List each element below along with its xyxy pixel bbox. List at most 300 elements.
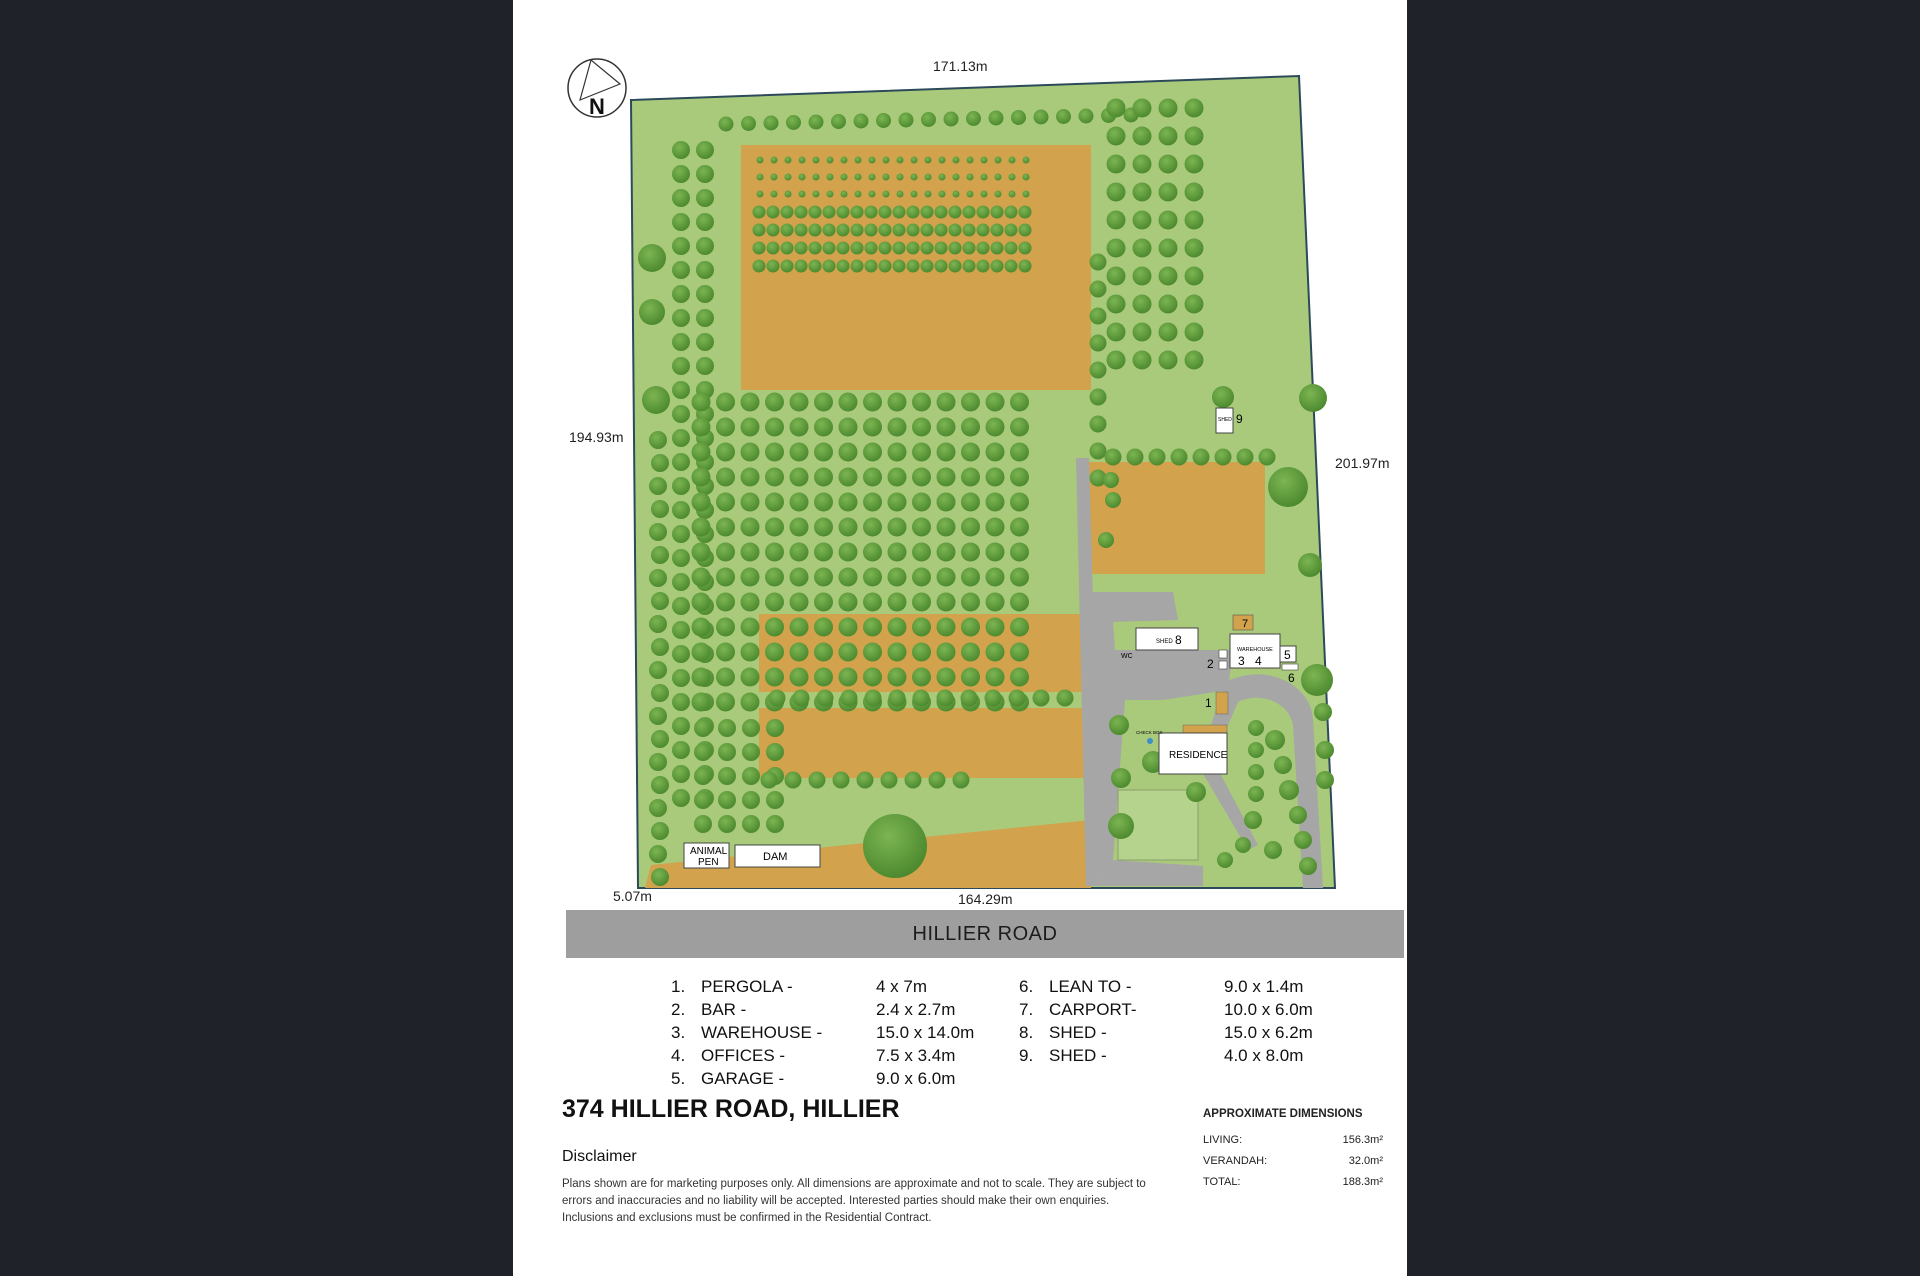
- tree-icon: [692, 618, 711, 637]
- tree-icon: [937, 593, 956, 612]
- tree-icon: [841, 174, 848, 181]
- tree-icon: [839, 443, 858, 462]
- tree-icon: [963, 224, 976, 237]
- tree-icon: [716, 543, 735, 562]
- tree-icon: [1033, 690, 1050, 707]
- tree-icon: [1107, 295, 1126, 314]
- tree-icon: [741, 518, 760, 537]
- shed-8-label: SHED: [1156, 639, 1173, 645]
- tree-icon: [809, 242, 822, 255]
- tree-icon: [1133, 155, 1152, 174]
- tree-icon: [888, 518, 907, 537]
- tree-icon: [694, 743, 712, 761]
- tree-icon: [1105, 492, 1121, 508]
- tree-icon: [741, 643, 760, 662]
- tree-icon: [1107, 183, 1126, 202]
- tree-icon: [781, 242, 794, 255]
- tree-icon: [953, 157, 960, 164]
- tree-icon: [1090, 281, 1107, 298]
- tree-icon: [672, 693, 690, 711]
- tree-icon: [793, 690, 810, 707]
- tree-icon: [696, 309, 714, 327]
- lean-to-number-6: 6: [1288, 671, 1295, 685]
- tree-icon: [1159, 127, 1178, 146]
- tree-icon: [961, 618, 980, 637]
- legend-row: [671, 975, 974, 998]
- tree-icon: [761, 772, 778, 789]
- site-plan-map: [513, 0, 1407, 910]
- tree-icon: [790, 568, 809, 587]
- tree-icon: [912, 418, 931, 437]
- tree-icon: [767, 242, 780, 255]
- tree-icon: [651, 500, 669, 518]
- tree-icon: [651, 546, 669, 564]
- shed-8-number: 8: [1175, 633, 1182, 647]
- legend-size: 10.0 x 6.0m: [1224, 1000, 1313, 1019]
- dimension-right: 201.97m: [1335, 455, 1390, 471]
- tree-icon: [986, 468, 1005, 487]
- tree-icon: [851, 224, 864, 237]
- tree-icon: [790, 493, 809, 512]
- tree-icon: [1185, 295, 1204, 314]
- tree-icon: [1185, 239, 1204, 258]
- legend-row: [671, 1021, 974, 1044]
- approx-title: APPROXIMATE DIMENSIONS: [1203, 1108, 1363, 1120]
- tree-icon: [1079, 109, 1094, 124]
- tree-icon: [769, 690, 786, 707]
- tree-icon: [742, 791, 760, 809]
- tree-icon: [766, 719, 784, 737]
- tree-icon: [694, 791, 712, 809]
- tree-icon: [813, 157, 820, 164]
- tree-icon: [953, 174, 960, 181]
- tree-icon: [765, 493, 784, 512]
- tree-icon: [991, 224, 1004, 237]
- tree-icon: [672, 261, 690, 279]
- approx-row: [1203, 1172, 1383, 1193]
- tree-icon: [961, 443, 980, 462]
- bar-2b: [1219, 661, 1227, 669]
- tree-icon: [672, 309, 690, 327]
- tree-icon: [863, 814, 927, 878]
- tree-icon: [986, 418, 1005, 437]
- tree-icon: [1274, 756, 1292, 774]
- tree-icon: [1299, 384, 1327, 412]
- tree-icon: [716, 443, 735, 462]
- legend-num: 3.: [671, 1023, 686, 1042]
- animal-pen-label-1: ANIMAL: [690, 846, 728, 857]
- tree-icon: [961, 468, 980, 487]
- tree-icon: [1159, 211, 1178, 230]
- tree-icon: [742, 815, 760, 833]
- tree-icon: [649, 523, 667, 541]
- tree-icon: [966, 111, 981, 126]
- tree-icon: [939, 191, 946, 198]
- tree-icon: [814, 443, 833, 462]
- tree-icon: [642, 386, 670, 414]
- tree-icon: [672, 645, 690, 663]
- tree-icon: [1010, 618, 1029, 637]
- tree-icon: [963, 260, 976, 273]
- tree-icon: [883, 191, 890, 198]
- tree-icon: [981, 174, 988, 181]
- tree-icon: [1005, 224, 1018, 237]
- tree-icon: [929, 772, 946, 789]
- tree-icon: [912, 568, 931, 587]
- dimension-left: 194.93m: [569, 429, 624, 445]
- legend-right: [1019, 975, 1313, 1067]
- tree-icon: [716, 468, 735, 487]
- tree-icon: [907, 206, 920, 219]
- paddock-south: [759, 708, 1091, 778]
- tree-icon: [855, 174, 862, 181]
- property-address: 374 HILLIER ROAD, HILLIER: [562, 1095, 900, 1123]
- tree-icon: [851, 242, 864, 255]
- legend-row: [1019, 998, 1313, 1021]
- tree-icon: [1301, 664, 1333, 696]
- tree-icon: [961, 418, 980, 437]
- pergola-1[interactable]: [1216, 692, 1228, 714]
- tree-icon: [785, 772, 802, 789]
- tree-icon: [696, 165, 714, 183]
- tree-icon: [893, 260, 906, 273]
- tree-icon: [1111, 768, 1131, 788]
- tree-icon: [672, 477, 690, 495]
- tree-icon: [651, 684, 669, 702]
- tree-icon: [851, 260, 864, 273]
- tree-icon: [672, 765, 690, 783]
- tree-icon: [795, 224, 808, 237]
- tree-icon: [1316, 741, 1334, 759]
- tree-icon: [912, 518, 931, 537]
- tree-icon: [912, 393, 931, 412]
- tree-icon: [741, 568, 760, 587]
- tree-icon: [718, 743, 736, 761]
- tree-icon: [692, 543, 711, 562]
- tree-icon: [1248, 764, 1264, 780]
- tree-icon: [1019, 224, 1032, 237]
- tree-icon: [765, 618, 784, 637]
- tree-icon: [1090, 335, 1107, 352]
- tree-icon: [809, 772, 826, 789]
- tree-icon: [814, 593, 833, 612]
- tree-icon: [719, 117, 734, 132]
- tree-icon: [814, 468, 833, 487]
- tree-icon: [1109, 715, 1129, 735]
- tree-icon: [692, 393, 711, 412]
- tree-icon: [863, 418, 882, 437]
- disclaimer-text: Plans shown are for marketing purposes only. All dimensions are approximate and not to scale. They are subject to errors and inaccuracies and no liability will be accepted. Interested parties should make their own enquiries. Inclusions and exclusions must be confirmed in the Residential Contract.: [562, 1178, 1146, 1224]
- warehouse-number-3: 3: [1238, 654, 1245, 668]
- tree-icon: [837, 206, 850, 219]
- tree-icon: [716, 693, 735, 712]
- tree-icon: [907, 242, 920, 255]
- tree-icon: [863, 643, 882, 662]
- tree-icon: [839, 643, 858, 662]
- tree-icon: [991, 206, 1004, 219]
- tree-icon: [995, 174, 1002, 181]
- tree-icon: [692, 493, 711, 512]
- tree-icon: [981, 191, 988, 198]
- tree-icon: [935, 260, 948, 273]
- tree-icon: [869, 174, 876, 181]
- tree-icon: [814, 393, 833, 412]
- tree-icon: [863, 468, 882, 487]
- tree-icon: [1023, 157, 1030, 164]
- tree-icon: [937, 418, 956, 437]
- tree-icon: [1010, 443, 1029, 462]
- legend-num: 4.: [671, 1046, 686, 1065]
- tree-icon: [716, 393, 735, 412]
- tree-icon: [716, 568, 735, 587]
- tree-icon: [795, 242, 808, 255]
- tree-icon: [1294, 831, 1312, 849]
- tree-icon: [986, 443, 1005, 462]
- legend-label: CARPORT-: [1049, 1000, 1137, 1019]
- dimension-corner: 5.07m: [613, 888, 652, 904]
- tree-icon: [937, 393, 956, 412]
- lean-to-6[interactable]: [1282, 664, 1298, 670]
- tree-icon: [694, 719, 712, 737]
- tree-icon: [696, 285, 714, 303]
- legend-size: 15.0 x 6.2m: [1224, 1023, 1313, 1042]
- tree-icon: [863, 493, 882, 512]
- tree-icon: [672, 597, 690, 615]
- tree-icon: [651, 776, 669, 794]
- tree-icon: [790, 443, 809, 462]
- tree-icon: [921, 112, 936, 127]
- legend-row: [1019, 975, 1313, 998]
- tree-icon: [937, 443, 956, 462]
- tree-icon: [814, 643, 833, 662]
- tree-icon: [888, 418, 907, 437]
- tree-icon: [888, 443, 907, 462]
- tree-icon: [696, 189, 714, 207]
- tree-icon: [921, 224, 934, 237]
- tree-icon: [1248, 742, 1264, 758]
- tree-icon: [692, 568, 711, 587]
- tree-icon: [937, 643, 956, 662]
- tree-icon: [1107, 351, 1126, 370]
- tree-icon: [937, 668, 956, 687]
- bar-number-2: 2: [1207, 657, 1214, 671]
- tree-icon: [1159, 239, 1178, 258]
- tree-icon: [765, 543, 784, 562]
- legend-size: 15.0 x 14.0m: [876, 1023, 975, 1042]
- water-tank-icon: [1147, 738, 1153, 744]
- tree-icon: [781, 206, 794, 219]
- tree-icon: [986, 518, 1005, 537]
- tree-icon: [912, 593, 931, 612]
- tree-icon: [925, 191, 932, 198]
- tree-icon: [921, 260, 934, 273]
- tree-icon: [1107, 239, 1126, 258]
- tree-icon: [651, 454, 669, 472]
- tree-icon: [1279, 780, 1299, 800]
- legend-label: SHED -: [1049, 1046, 1107, 1065]
- tree-icon: [790, 543, 809, 562]
- tree-icon: [863, 543, 882, 562]
- tree-icon: [1107, 127, 1126, 146]
- tree-icon: [986, 618, 1005, 637]
- tree-icon: [1133, 99, 1152, 118]
- tree-icon: [771, 191, 778, 198]
- tree-icon: [692, 643, 711, 662]
- tree-icon: [1107, 211, 1126, 230]
- tree-icon: [839, 618, 858, 637]
- tree-icon: [694, 767, 712, 785]
- tree-icon: [692, 593, 711, 612]
- tree-icon: [925, 174, 932, 181]
- tree-icon: [1107, 267, 1126, 286]
- tree-icon: [741, 116, 756, 131]
- tree-icon: [672, 573, 690, 591]
- tree-icon: [1107, 155, 1126, 174]
- tree-icon: [771, 174, 778, 181]
- tree-icon: [767, 206, 780, 219]
- tree-icon: [672, 333, 690, 351]
- tree-icon: [741, 618, 760, 637]
- tree-icon: [897, 174, 904, 181]
- tree-icon: [893, 224, 906, 237]
- tree-icon: [839, 568, 858, 587]
- tree-icon: [786, 115, 801, 130]
- tree-icon: [855, 157, 862, 164]
- tree-icon: [937, 690, 954, 707]
- tree-icon: [1185, 127, 1204, 146]
- tree-icon: [879, 242, 892, 255]
- residence-label: RESIDENCE: [1169, 750, 1228, 761]
- tree-icon: [961, 393, 980, 412]
- tree-icon: [765, 593, 784, 612]
- tree-icon: [839, 518, 858, 537]
- tree-icon: [961, 493, 980, 512]
- tree-icon: [949, 206, 962, 219]
- tree-icon: [963, 242, 976, 255]
- tree-icon: [897, 157, 904, 164]
- tree-icon: [753, 206, 766, 219]
- tree-icon: [814, 618, 833, 637]
- tree-icon: [765, 568, 784, 587]
- tree-icon: [907, 260, 920, 273]
- tree-icon: [813, 174, 820, 181]
- tree-icon: [672, 429, 690, 447]
- tree-icon: [1009, 174, 1016, 181]
- tree-icon: [995, 157, 1002, 164]
- tree-icon: [672, 141, 690, 159]
- tree-icon: [911, 157, 918, 164]
- tree-icon: [672, 357, 690, 375]
- tree-icon: [771, 157, 778, 164]
- warehouse-label: WAREHOUSE: [1237, 647, 1273, 653]
- tree-icon: [937, 543, 956, 562]
- tree-icon: [753, 224, 766, 237]
- tree-icon: [823, 260, 836, 273]
- tree-icon: [742, 719, 760, 737]
- road-name: HILLIER ROAD: [912, 922, 1058, 945]
- tree-icon: [817, 690, 834, 707]
- tree-icon: [696, 261, 714, 279]
- tree-icon: [827, 191, 834, 198]
- road-label-bar: [566, 910, 1404, 958]
- tree-icon: [839, 393, 858, 412]
- offices-number-4: 4: [1255, 654, 1262, 668]
- tree-icon: [865, 242, 878, 255]
- tree-icon: [672, 717, 690, 735]
- approx-row: [1203, 1130, 1383, 1151]
- tree-icon: [1034, 110, 1049, 125]
- tree-icon: [1289, 806, 1307, 824]
- tree-icon: [995, 191, 1002, 198]
- tree-icon: [790, 468, 809, 487]
- tree-icon: [1159, 323, 1178, 342]
- tree-icon: [949, 224, 962, 237]
- tree-icon: [1264, 841, 1282, 859]
- tree-icon: [839, 418, 858, 437]
- tree-icon: [716, 593, 735, 612]
- tree-icon: [823, 224, 836, 237]
- tree-icon: [961, 643, 980, 662]
- tree-icon: [718, 719, 736, 737]
- tree-icon: [742, 743, 760, 761]
- tree-icon: [1005, 260, 1018, 273]
- tree-icon: [765, 643, 784, 662]
- tree-icon: [1005, 206, 1018, 219]
- legend-row: [1019, 1021, 1313, 1044]
- tree-icon: [1019, 206, 1032, 219]
- tree-icon: [649, 707, 667, 725]
- tree-icon: [814, 493, 833, 512]
- tree-icon: [1090, 443, 1107, 460]
- tree-icon: [785, 191, 792, 198]
- tree-icon: [837, 260, 850, 273]
- tree-icon: [1127, 449, 1144, 466]
- tree-icon: [741, 693, 760, 712]
- tree-icon: [986, 643, 1005, 662]
- tree-icon: [696, 237, 714, 255]
- tree-icon: [888, 568, 907, 587]
- legend-label: LEAN TO -: [1049, 977, 1132, 996]
- tree-icon: [1248, 720, 1264, 736]
- tree-icon: [1107, 323, 1126, 342]
- legend-size: 7.5 x 3.4m: [876, 1046, 956, 1065]
- tree-icon: [1010, 643, 1029, 662]
- tree-icon: [893, 242, 906, 255]
- bar-2[interactable]: [1219, 650, 1227, 658]
- tree-icon: [649, 753, 667, 771]
- tree-icon: [888, 593, 907, 612]
- tree-icon: [905, 772, 922, 789]
- tree-icon: [912, 668, 931, 687]
- tree-icon: [765, 468, 784, 487]
- legend-row: [671, 1067, 974, 1090]
- tree-icon: [1298, 553, 1322, 577]
- tree-icon: [912, 443, 931, 462]
- tree-icon: [1159, 155, 1178, 174]
- tree-icon: [649, 431, 667, 449]
- tree-icon: [649, 661, 667, 679]
- tree-icon: [1010, 593, 1029, 612]
- tree-icon: [1217, 852, 1233, 868]
- tree-icon: [879, 206, 892, 219]
- tree-icon: [949, 242, 962, 255]
- tree-icon: [716, 668, 735, 687]
- tree-icon: [823, 206, 836, 219]
- tree-icon: [1133, 239, 1152, 258]
- tree-icon: [841, 690, 858, 707]
- pergola-number-1: 1: [1205, 696, 1212, 710]
- tree-icon: [716, 618, 735, 637]
